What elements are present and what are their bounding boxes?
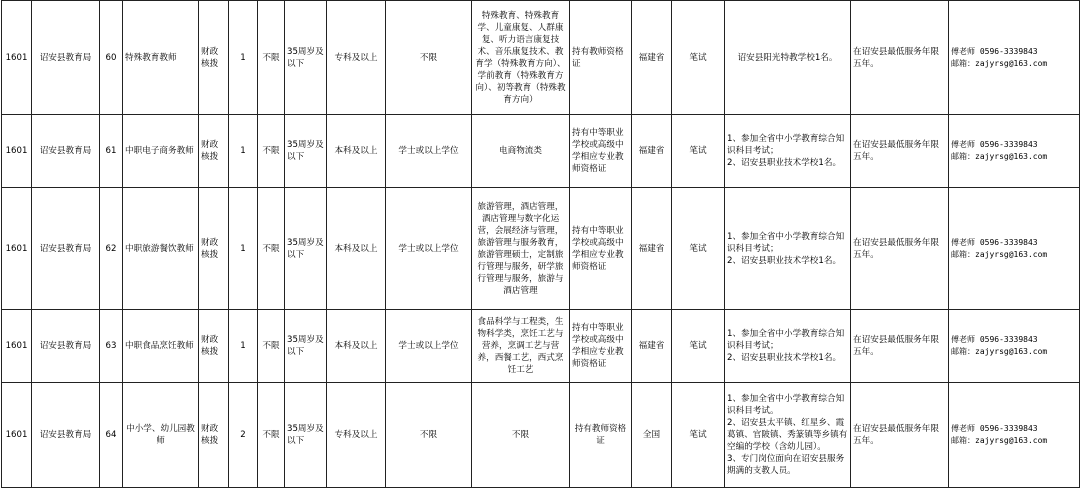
service-term: 在诏安县最低服务年限五年。 <box>851 383 949 488</box>
gender: 不限 <box>258 115 285 188</box>
gender: 不限 <box>258 1 285 115</box>
exam-type: 笔试 <box>672 383 725 488</box>
age-limit: 35周岁及以下 <box>285 188 327 310</box>
contact-email: 邮箱：zajyrsg@163.com <box>951 249 1048 259</box>
degree: 学士或以上学位 <box>386 310 472 383</box>
table-row <box>2 1 1080 115</box>
region: 福建省 <box>632 188 672 310</box>
department: 诏安县教育局 <box>32 383 100 488</box>
region: 全国 <box>632 383 672 488</box>
notes: 1、参加全省中小学教育综合知识科目考试； 2、诏安县职业技术学校1名。 <box>725 115 851 188</box>
funding-type: 财政核拨 <box>199 188 229 310</box>
region: 福建省 <box>632 310 672 383</box>
contact-phone: 傅老师 0596-3339843 <box>951 424 1038 433</box>
major: 旅游管理，酒店管理，酒店管理与数字化运营，会展经济与管理，旅游管理与服务教育，旅游管理硕士，定制旅行管理与服务，研学旅行管理与服务，旅游与酒店管理 <box>472 188 570 310</box>
department: 诏安县教育局 <box>32 188 100 310</box>
gender: 不限 <box>258 310 285 383</box>
certificate: 持有中等职业学校或高级中学相应专业教师资格证 <box>570 115 632 188</box>
gender: 不限 <box>258 188 285 310</box>
post-name: 中职旅游餐饮教师 <box>123 188 199 310</box>
exam-type: 笔试 <box>672 310 725 383</box>
unit-code: 1601 <box>2 115 32 188</box>
major: 特殊教育、特殊教育学、儿童康复、人群康复、听力语言康复技术、音乐康复技术、教育学（特殊教育方向）、学前教育（特殊教育方向）、初等教育（特殊教育方向） <box>472 1 570 115</box>
department: 诏安县教育局 <box>32 115 100 188</box>
age-limit: 35周岁及以下 <box>285 310 327 383</box>
contact-cell <box>949 383 1080 488</box>
education: 专科及以上 <box>327 383 386 488</box>
exam-type: 笔试 <box>672 188 725 310</box>
table-row <box>2 310 1080 383</box>
contact-email: 邮箱：zajyrsg@163.com <box>951 436 1048 445</box>
funding-type: 财政核拨 <box>199 1 229 115</box>
age-limit: 35周岁及以下 <box>285 383 327 488</box>
region: 福建省 <box>632 1 672 115</box>
hire-count: 1 <box>229 310 258 383</box>
certificate: 持有教师资格证 <box>570 1 632 115</box>
contact-email: 邮箱：zajyrsg@163.com <box>951 347 1048 356</box>
service-term: 在诏安县最低服务年限五年。 <box>851 1 949 115</box>
degree: 学士或以上学位 <box>386 188 472 310</box>
certificate: 持有教师资格证 <box>570 383 632 488</box>
contact-phone: 傅老师 0596-3339843 <box>951 335 1038 344</box>
funding-type: 财政核拨 <box>199 115 229 188</box>
notes: 诏安县阳光特教学校1名。 <box>725 1 851 115</box>
contact-cell <box>949 1 1080 115</box>
post-number: 61 <box>100 115 123 188</box>
unit-code: 1601 <box>2 1 32 115</box>
post-number: 62 <box>100 188 123 310</box>
notes: 1、参加全省中小学教育综合知识科目考试； 2、诏安县职业技术学校1名。 <box>725 310 851 383</box>
post-name: 中职电子商务教师 <box>123 115 199 188</box>
contact-email: 邮箱：zajyrsg@163.com <box>951 58 1048 68</box>
notes: 1、参加全省中小学教育综合知识科目考试。 2、诏安县太平镇、红星乡、霞葛镇、官陂镇、秀篆镇等乡镇有空编的学校（含幼儿园）。 3、专门岗位面向在诏安县服务期满的支教人员。 <box>725 383 851 488</box>
contact-phone: 傅老师 0596-3339843 <box>951 46 1038 56</box>
recruitment-table <box>1 0 1080 488</box>
hire-count: 2 <box>229 383 258 488</box>
service-term: 在诏安县最低服务年限五年。 <box>851 115 949 188</box>
post-name: 中职食品烹饪教师 <box>123 310 199 383</box>
hire-count: 1 <box>229 115 258 188</box>
funding-type: 财政核拨 <box>199 383 229 488</box>
education: 本科及以上 <box>327 188 386 310</box>
table-row <box>2 383 1080 488</box>
contact-cell <box>949 115 1080 188</box>
contact-cell <box>949 188 1080 310</box>
hire-count: 1 <box>229 1 258 115</box>
major: 食品科学与工程类，生物科学类，烹饪工艺与营养，烹调工艺与营养，西餐工艺，西式烹饪工艺 <box>472 310 570 383</box>
contact-cell <box>949 310 1080 383</box>
post-name: 中小学、幼儿园教师 <box>123 383 199 488</box>
post-number: 63 <box>100 310 123 383</box>
department: 诏安县教育局 <box>32 310 100 383</box>
unit-code: 1601 <box>2 310 32 383</box>
certificate: 持有中等职业学校或高级中学相应专业教师资格证 <box>570 188 632 310</box>
contact-phone: 傅老师 0596-3339843 <box>951 140 1038 149</box>
gender: 不限 <box>258 383 285 488</box>
unit-code: 1601 <box>2 383 32 488</box>
funding-type: 财政核拨 <box>199 310 229 383</box>
degree: 不限 <box>386 383 472 488</box>
age-limit: 35周岁及以下 <box>285 115 327 188</box>
table-row <box>2 188 1080 310</box>
region: 福建省 <box>632 115 672 188</box>
exam-type: 笔试 <box>672 1 725 115</box>
degree: 不限 <box>386 1 472 115</box>
education: 专科及以上 <box>327 1 386 115</box>
service-term: 在诏安县最低服务年限五年。 <box>851 310 949 383</box>
hire-count: 1 <box>229 188 258 310</box>
notes: 1、参加全省中小学教育综合知识科目考试； 2、诏安县职业技术学校1名。 <box>725 188 851 310</box>
contact-phone: 傅老师 0596-3339843 <box>951 237 1038 247</box>
degree: 学士或以上学位 <box>386 115 472 188</box>
post-name: 特殊教育教师 <box>123 1 199 115</box>
unit-code: 1601 <box>2 188 32 310</box>
table-row <box>2 115 1080 188</box>
education: 本科及以上 <box>327 310 386 383</box>
department: 诏安县教育局 <box>32 1 100 115</box>
age-limit: 35周岁及以下 <box>285 1 327 115</box>
post-number: 60 <box>100 1 123 115</box>
post-number: 64 <box>100 383 123 488</box>
major: 不限 <box>472 383 570 488</box>
contact-email: 邮箱：zajyrsg@163.com <box>951 152 1048 161</box>
education: 本科及以上 <box>327 115 386 188</box>
service-term: 在诏安县最低服务年限五年。 <box>851 188 949 310</box>
certificate: 持有中等职业学校或高级中学相应专业教师资格证 <box>570 310 632 383</box>
exam-type: 笔试 <box>672 115 725 188</box>
major: 电商物流类 <box>472 115 570 188</box>
